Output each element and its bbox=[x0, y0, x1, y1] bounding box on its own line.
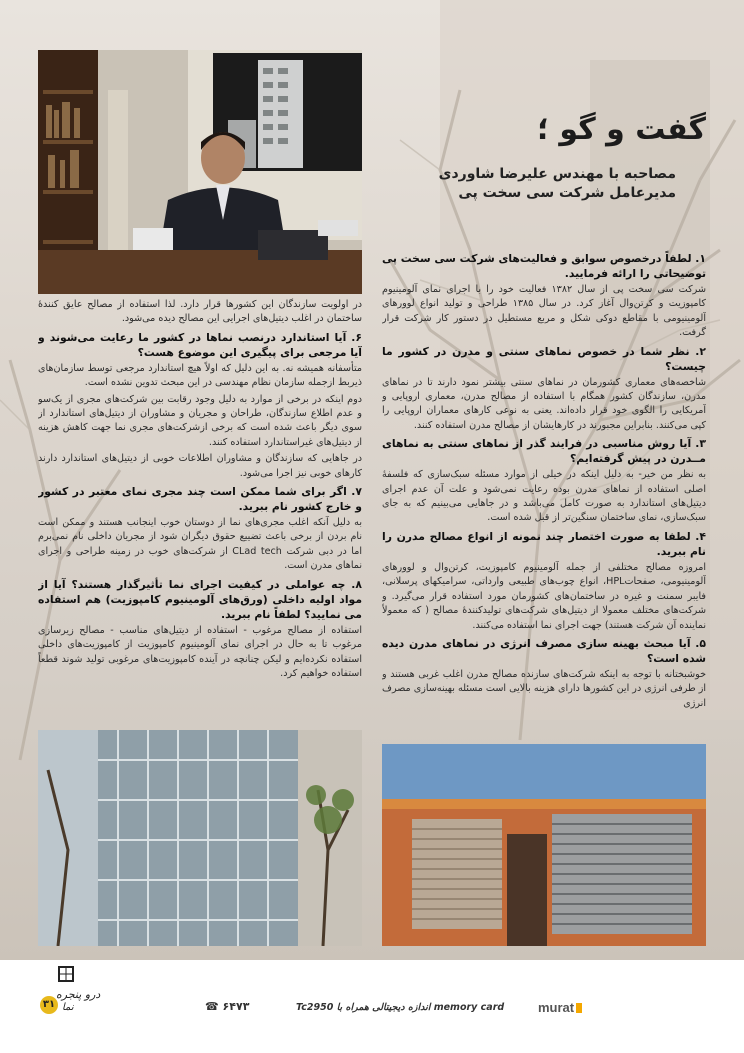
answer-paragraph: خوشبختانه با توجه به اینکه شرکت‌های سازنده مصالح مدرن اغلب غربی هستند و از طرفی انرژی در این کشورها دارای هزینه بالایی است مسئله بهینه‌سازی مصرف انرژی bbox=[382, 668, 706, 709]
window-logo-icon bbox=[58, 966, 74, 982]
page-number: ۳۱ bbox=[42, 999, 56, 1010]
glass-facade-photo bbox=[38, 730, 362, 946]
right-text-column bbox=[382, 248, 706, 736]
answer-paragraph: دوم اینکه در برخی از موارد به دلیل وجود رقابت بین شرکت‌های مجری از یک‌سو و عدم اطلاع سازندگان، طراحان و مجریان و مشاوران از دیتیل‌های استاندارد از سوی دیگر باعث شده است که برخی ازشرکت‌های مجری نما جهت کاهش هزینه از دیتیل‌های غیراستاندارد استفاده کنند. bbox=[38, 393, 362, 448]
phone-icon: ☎ bbox=[205, 1000, 219, 1013]
question-heading: ۸. چه عواملی در کیفیت اجرای نما تأثیرگذار هستند؟ آیا از مواد اولیه داخلی (ورق‌های آلومینیوم کامپوزیت) هم استفاده می نمایید؟ لطفاً نام ببرید. bbox=[38, 577, 362, 621]
question-heading: ۷. اگر برای شما ممکن است چند مجری نمای معتبر در کشور و خارج کشور نام ببرید. bbox=[38, 485, 362, 514]
question-heading: ۱. لطفاً درخصوص سوابق و فعالیت‌های شرکت سی سخت پی توضیحاتی را ارائه فرمایید. bbox=[382, 252, 706, 280]
article-title: گفت و گو ؛ bbox=[536, 112, 706, 147]
page-footer bbox=[0, 960, 744, 1053]
question-heading: ۳. آیا روش مناسبی در فرایند گذر از نماهای سنتی به نماهای مــدرن در پیش گرفته‌ایم؟ bbox=[382, 437, 706, 466]
article-subtitle-line2: مدیرعامل شرکت سی سخت پی bbox=[458, 185, 676, 201]
louvre-facade-photo bbox=[382, 744, 706, 946]
magazine-logo bbox=[40, 966, 101, 1026]
answer-paragraph: امروزه مصالح مختلفی از جمله آلومینیوم کامپوزیت، کرتن‌وال و لوورهای آلومینیومی، صفحاتHPL، انواع چوب‌های طبیعی وارداتی، سرامیکهای پرسلانی، فایبر سمنت و غیره در ساختمان‌های کشورمان مورد استفاده قرار می‌گیرد. و شرکت‌های مختلف معمولا از دیتیل‌های شرکت‌های تولیدکنندهٔ مصالح ( که معمولاً نماینده آن شرکت هستند) جهت اجرای نما استفاده می‌کنند. bbox=[382, 561, 706, 631]
answer-paragraph: شاخصه‌های معماری کشورمان در نماهای سنتی بیشتر نمود دارند تا در نماهای مدرن، سازندگان کشور همگام با استفاده از مصالح مدرن، معماری اروپایی و آمریکایی را الگوی خود قرار داده‌اند. یعنی به نوعی کارهای معماران اروپایی را کپی می‌کنند. بنابراین مجبورند در کارهایشان از مصالح مدرن استفاده کنند. bbox=[382, 376, 706, 431]
magazine-name: درو پنجره bbox=[56, 988, 101, 1001]
brand-logo bbox=[538, 1000, 582, 1015]
question-heading: ۲. نظر شما در خصوص نماهای سنتی و مدرن در کشور ما چیست؟ bbox=[382, 344, 706, 373]
question-heading: ۴. لطفا به صورت اختصار چند نمونه از انواع مصالح مدرن را نام ببرید. bbox=[382, 529, 706, 558]
brand-mark-icon bbox=[576, 1003, 582, 1013]
answer-paragraph: به دلیل آنکه اغلب مجری‌های نما از دوستان خوب اینجانب هستند و ممکن است نام بردن از برخی باعث تضییع حقوق دیگران شود از مجریان داخلی نام نمی‌برم اما در دبی شرکت CLad tech از شرکت‌های خوب در زمینه طراحی و اجرای نماهای مدرن است. bbox=[38, 517, 362, 572]
article-subtitle-line1: مصاحبه با مهندس علیرضا شاوردی bbox=[438, 166, 676, 182]
answer-paragraph: متأسفانه همیشه نه. به این دلیل که اولاً هیچ استاندارد مرجعی توسط سازمان‌های ذیربط ازجمله سازمان نظام مهندسی در این مبحث تدوین نشده است. bbox=[38, 362, 362, 389]
left-text-column bbox=[38, 298, 362, 726]
brand-name: murat bbox=[538, 1000, 575, 1015]
answer-paragraph: استفاده از مصالح مرغوب - استفاده از دیتیل‌های مناسب - مصالح زیرسازی مرغوب تا به حال در اجرای نمای آلومینیوم کامپوزیت از کامپوزیت‌های داخلی استفاده نکرده‌ایم و لیکن چنانچه در آینده کامپوزیت‌های مرغوبی تولید شوند قطعاً استفاده خواهیم کرد. bbox=[38, 624, 362, 679]
question-heading: ۵. آیا مبحث بهینه سازی مصرف انرژی در نماهای مدرن دیده شده است؟ bbox=[382, 636, 706, 665]
answer-paragraph: به نظر من خیر- به دلیل اینکه در خیلی از موارد مسئله سبک‌سازی که فلسفهٔ اصلی استفاده از نماهای مدرن بوده رعایت نمی‌شود و علت آن عدم اجرای دیتیل‌های استاندارد به صورت کامل می‌باشد و در جاهایی می‌بینیم که به جای سبک‌سازی، نمای ساختمان سنگین‌تر از قبل شده است. bbox=[382, 469, 706, 524]
ad-text: Tc2950 اندازه دیجیتالی همراه با memory card bbox=[296, 1002, 505, 1013]
magazine-subname: نما bbox=[62, 1002, 74, 1013]
page-number-badge bbox=[40, 996, 58, 1014]
answer-paragraph: در جاهایی که سازندگان و مشاوران اطلاعات خوبی از دیتیل‌های استاندارد دارند کارهای خوبی نیز اجرا می‌شود. bbox=[38, 453, 362, 479]
phone-number: ۶۴۷۳ bbox=[222, 1000, 250, 1013]
question-heading: ۶. آیا استاندارد درنصب نماها در کشور ما رعایت می‌شوند و آیا مرجعی برای پیگیری این موضوع هست؟ bbox=[38, 330, 362, 359]
interview-photo bbox=[38, 50, 362, 294]
glass-building-image bbox=[38, 730, 362, 946]
phone-block bbox=[205, 1000, 249, 1013]
answer-paragraph: در اولویت سازندگان این کشورها قرار دارد. لذا استفاده از مصالح عایق کنندهٔ ساختمان در اغلب دیتیل‌های اجرایی این مصالح دیده می‌شود. bbox=[38, 299, 362, 325]
louvre-building-image bbox=[382, 744, 706, 946]
article-header bbox=[380, 112, 706, 203]
answer-paragraph: شرکت سی سخت پی از سال ۱۳۸۲ فعالیت خود را با اجرای نمای آلومینیوم کامپوزیت و کرتن‌وال آغاز کرد. در سال ۱۳۸۵ طراحی و تولید انواع لوورهای آلومینیومی با مقاطع دوکی شکل و مربع مستطیل در دستور کار شرکت قرار گرفت. bbox=[382, 284, 706, 339]
office-scene-image bbox=[38, 50, 362, 294]
